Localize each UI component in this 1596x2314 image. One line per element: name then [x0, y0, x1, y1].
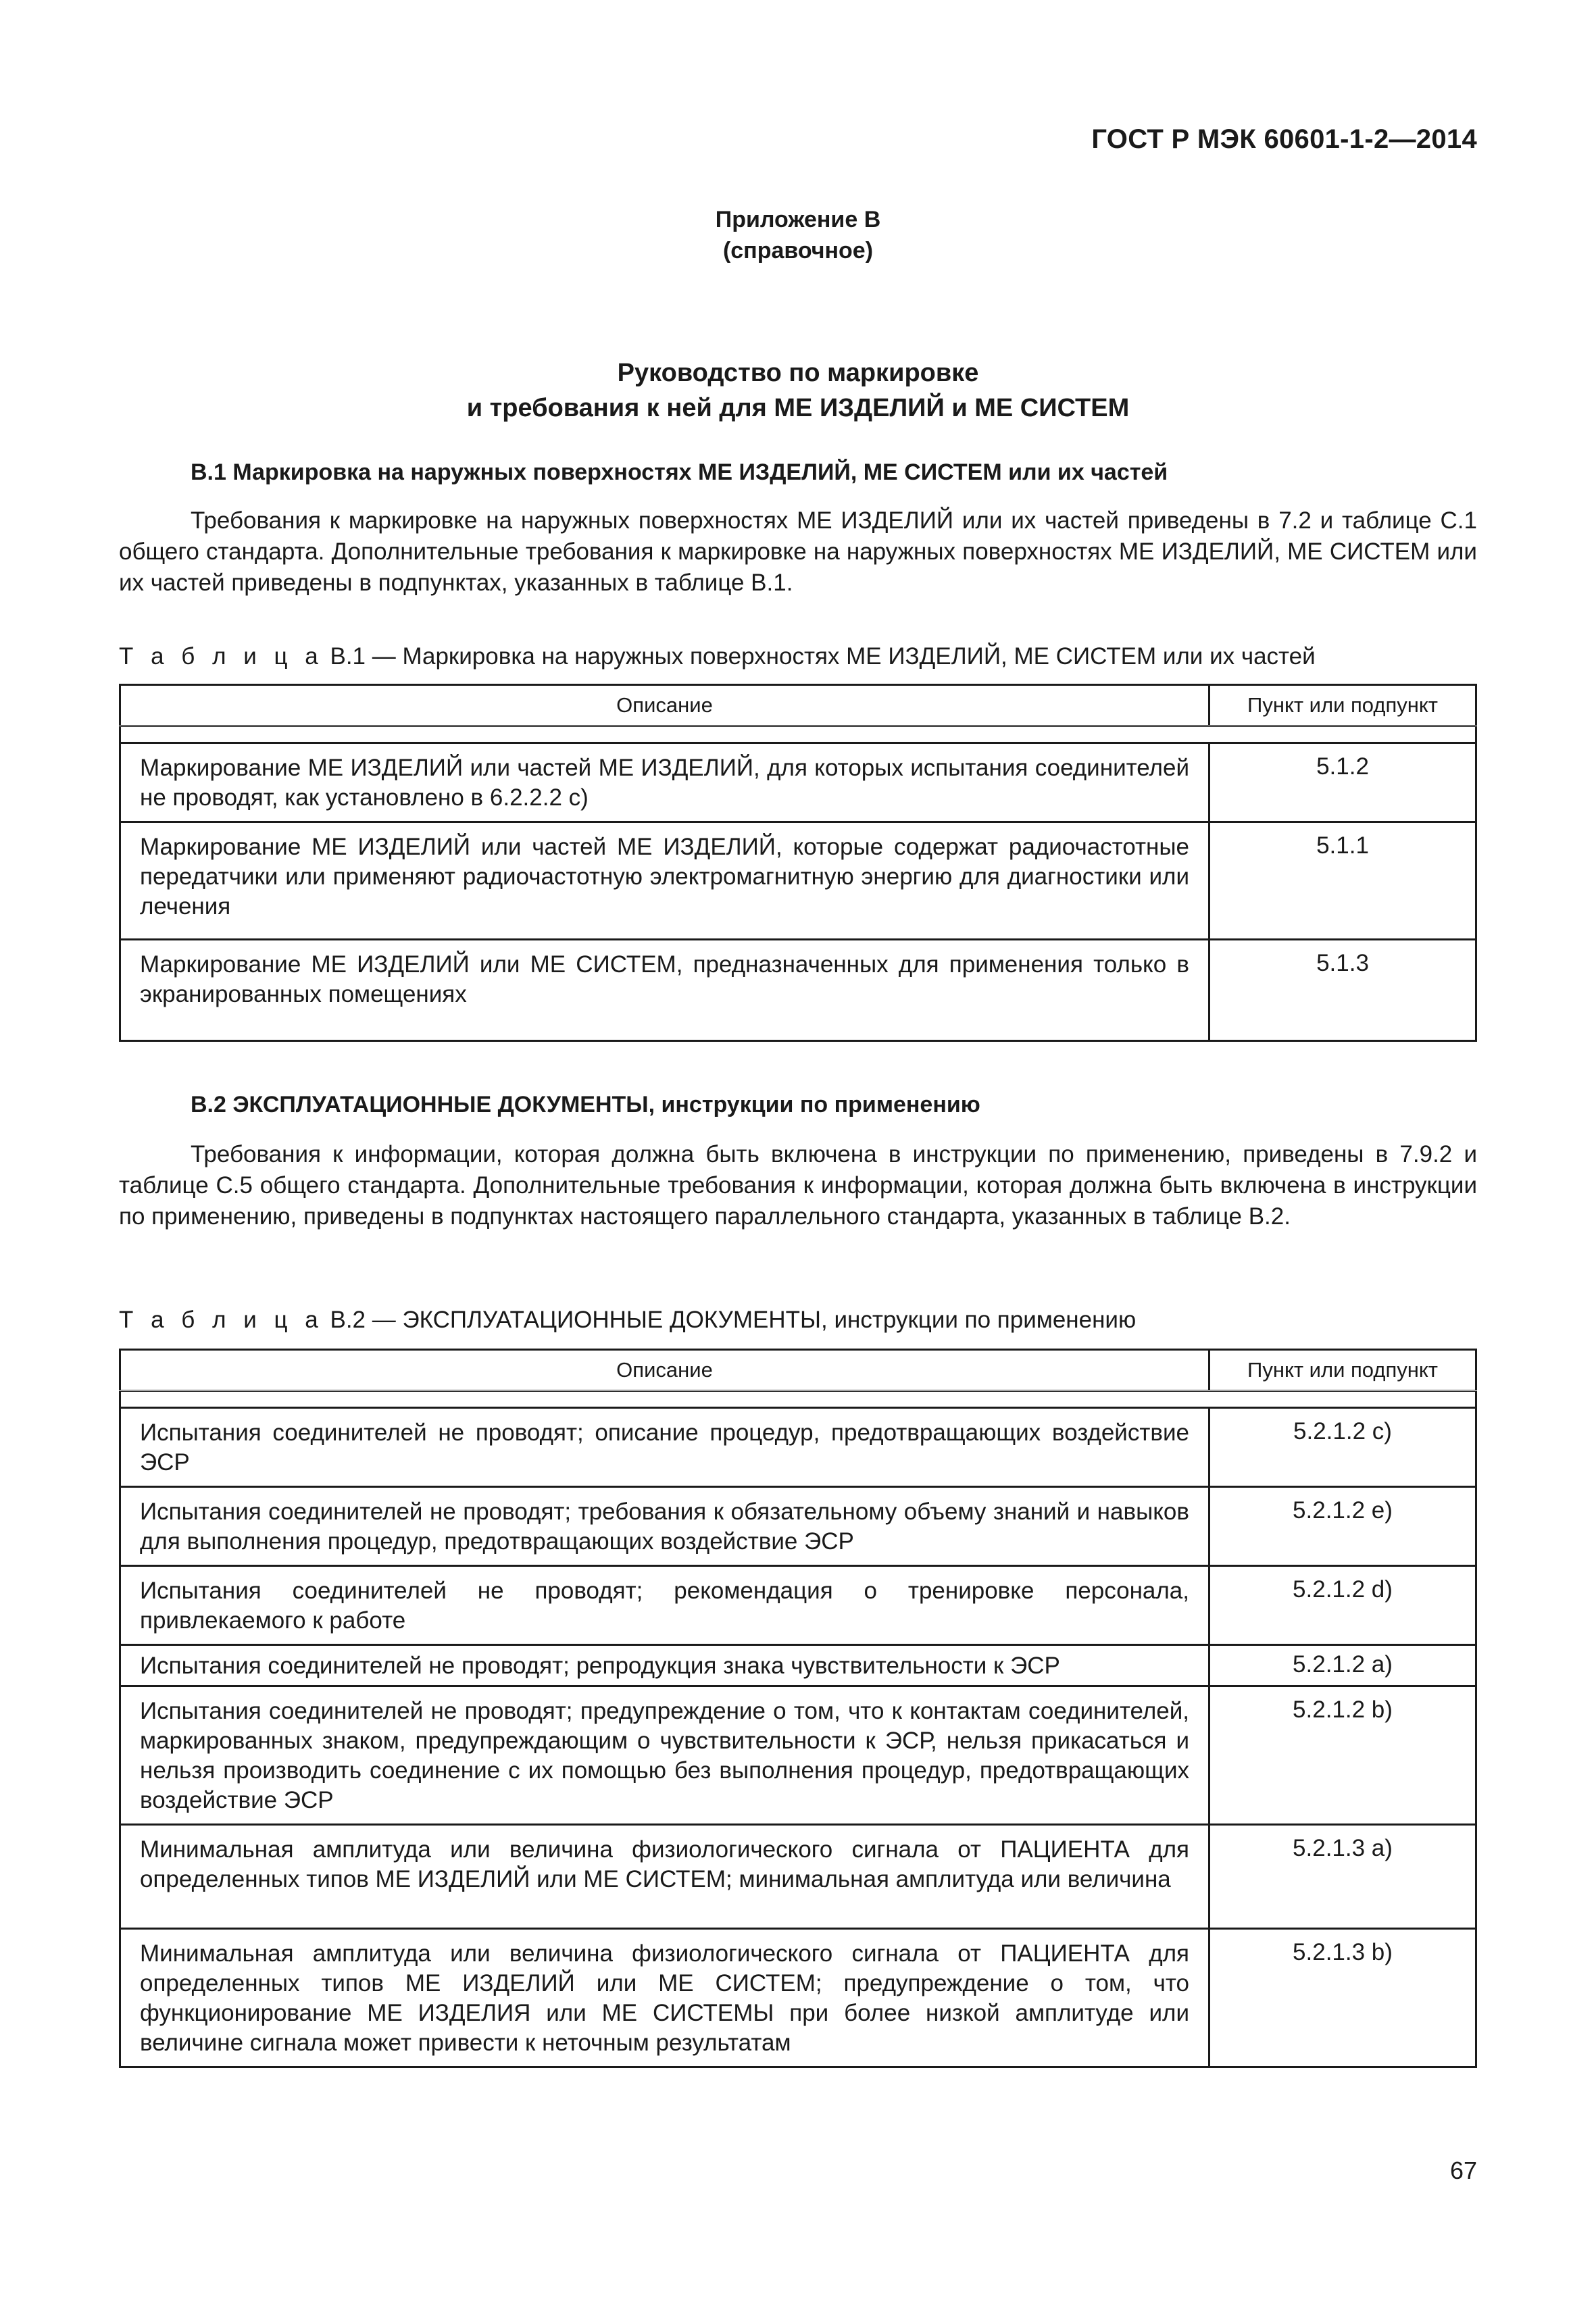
- row-description: Испытания соединителей не проводят; репродукция знака чувствительности к ЭСР: [120, 1645, 1210, 1686]
- column-header-description: Описание: [120, 1350, 1210, 1391]
- row-description: Испытания соединителей не проводят; требования к обязательному объему знаний и навыков для выполнения процедур, предотвращающих воздействие ЭСР: [120, 1487, 1210, 1566]
- table-row: [120, 940, 1476, 1041]
- row-clause: 5.2.1.2 a): [1210, 1645, 1476, 1686]
- row-clause: 5.2.1.3 a): [1210, 1825, 1476, 1929]
- row-description: Маркирование МЕ ИЗДЕЛИЙ или частей МЕ ИЗДЕЛИЙ, которые содержат радиочастотные передатчики или применяют радиочастотную электромагнитную энергию для диагностики или лечения: [120, 822, 1210, 940]
- row-clause: 5.1.3: [1210, 940, 1476, 1041]
- table-row: [120, 1408, 1476, 1487]
- section-b2-paragraph: [119, 1139, 1477, 1232]
- table-row: [120, 1566, 1476, 1645]
- section-b2-heading: B.2 ЭКСПЛУАТАЦИОННЫЕ ДОКУМЕНТЫ, инструкции по применению: [191, 1092, 980, 1117]
- table-row: [120, 1686, 1476, 1825]
- column-header-clause: Пункт или подпункт: [1210, 1350, 1476, 1391]
- row-description: Минимальная амплитуда или величина физиологического сигнала от ПАЦИЕНТА для определенных типов МЕ ИЗДЕЛИЙ или МЕ СИСТЕМ; предупреждение о том, что функционирование МЕ ИЗДЕЛИЯ или МЕ СИСТЕМЫ при более низкой амплитуде или величине сигнала может привести к неточным результатам: [120, 1929, 1210, 2067]
- annex-title-line2: и требования к ней для МЕ ИЗДЕЛИЙ и МЕ СИСТЕМ: [466, 394, 1130, 422]
- row-clause: 5.2.1.2 e): [1210, 1487, 1476, 1566]
- row-clause: 5.1.1: [1210, 822, 1476, 940]
- section-b1-paragraph: [119, 505, 1477, 599]
- table-row: [120, 1825, 1476, 1929]
- table-b1: [119, 684, 1477, 1042]
- section-b2-text: Требования к информации, которая должна быть включена в инструкции по применению, приведены в 7.9.2 и таблице С.5 общего стандарта. Дополнительные требования к информации, которая должна быть включена в инструкции по применению, приведены в подпунктах настоящего параллельного стандарта, указанных в таблице B.2.: [119, 1141, 1477, 1230]
- table-b2-caption-prefix: Т а б л и ц а: [119, 1307, 324, 1333]
- table-b2-caption-text: B.2 — ЭКСПЛУАТАЦИОННЫЕ ДОКУМЕНТЫ, инструкции по применению: [330, 1307, 1137, 1333]
- table-row: [120, 743, 1476, 822]
- table-row: [120, 822, 1476, 940]
- table-header-row: [120, 1350, 1476, 1391]
- table-b2-caption: [119, 1307, 1136, 1334]
- table-b1-caption-text: B.1 — Маркировка на наружных поверхностях МЕ ИЗДЕЛИЙ, МЕ СИСТЕМ или их частей: [330, 643, 1316, 670]
- row-description: Маркирование МЕ ИЗДЕЛИЙ или МЕ СИСТЕМ, предназначенных для применения только в экранированных помещениях: [120, 940, 1210, 1041]
- table-header-row: [120, 685, 1476, 726]
- row-clause: 5.1.2: [1210, 743, 1476, 822]
- row-clause: 5.2.1.2 c): [1210, 1408, 1476, 1487]
- row-description: Испытания соединителей не проводят; рекомендация о тренировке персонала, привлекаемого к работе: [120, 1566, 1210, 1645]
- annex-label: Приложение B: [715, 207, 881, 232]
- section-b1-text: Требования к маркировке на наружных поверхностях МЕ ИЗДЕЛИЙ или их частей приведены в 7.2 и таблице С.1 общего стандарта. Дополнительные требования к маркировке на наружных поверхностях МЕ ИЗДЕЛИЙ, МЕ СИСТЕМ или их частей приведены в подпунктах, указанных в таблице B.1.: [119, 507, 1477, 596]
- annex-heading: [0, 204, 1596, 266]
- column-header-clause: Пункт или подпункт: [1210, 685, 1476, 726]
- row-clause: 5.2.1.2 b): [1210, 1686, 1476, 1825]
- annex-title: [0, 355, 1596, 426]
- page-number: 67: [1449, 2157, 1477, 2184]
- standard-id: ГОСТ Р МЭК 60601-1-2—2014: [1091, 124, 1477, 154]
- table-row: [120, 1645, 1476, 1686]
- table-b1-caption-prefix: Т а б л и ц а: [119, 643, 324, 670]
- row-description: Маркирование МЕ ИЗДЕЛИЙ или частей МЕ ИЗДЕЛИЙ, для которых испытания соединителей не проводят, как установлено в 6.2.2.2 с): [120, 743, 1210, 822]
- row-description: Минимальная амплитуда или величина физиологического сигнала от ПАЦИЕНТА для определенных типов МЕ ИЗДЕЛИЙ или МЕ СИСТЕМ; минимальная амплитуда или величина: [120, 1825, 1210, 1929]
- table-row: [120, 1487, 1476, 1566]
- row-description: Испытания соединителей не проводят; описание процедур, предотвращающих воздействие ЭСР: [120, 1408, 1210, 1487]
- annex-type: (справочное): [722, 238, 874, 263]
- row-clause: 5.2.1.2 d): [1210, 1566, 1476, 1645]
- table-b1-caption: [119, 643, 1316, 670]
- column-header-description: Описание: [120, 685, 1210, 726]
- annex-title-line1: Руководство по маркировке: [617, 359, 979, 387]
- table-b2: [119, 1349, 1477, 2068]
- table-row: [120, 1929, 1476, 2067]
- section-b1-heading: B.1 Маркировка на наружных поверхностях МЕ ИЗДЕЛИЙ, МЕ СИСТЕМ или их частей: [191, 459, 1168, 485]
- row-clause: 5.2.1.3 b): [1210, 1929, 1476, 2067]
- row-description: Испытания соединителей не проводят; предупреждение о том, что к контактам соединителей, маркированных знаком, предупреждающим о чувствительности к ЭСР, нельзя прикасаться и нельзя производить соединение с их помощью без выполнения процедур, предотвращающих воздействие ЭСР: [120, 1686, 1210, 1825]
